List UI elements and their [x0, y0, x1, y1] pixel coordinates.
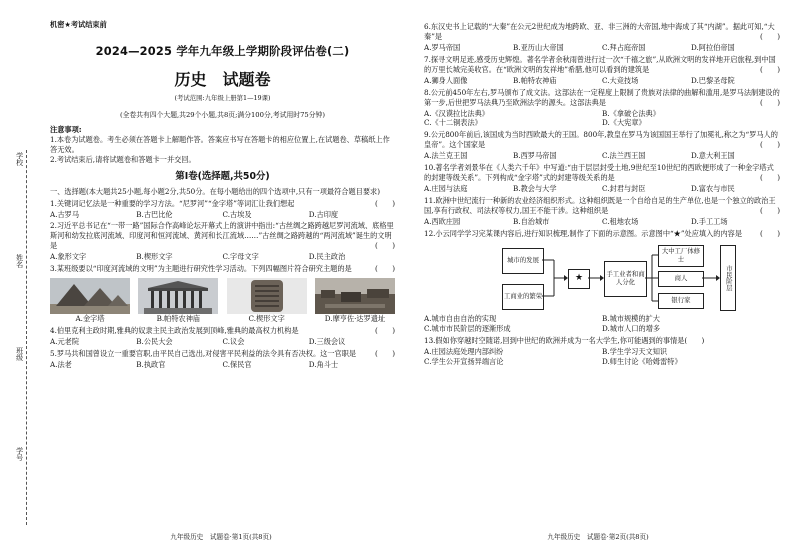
answer-paren: ( ) [760, 31, 780, 41]
box-star-blank: ★ [568, 269, 590, 289]
question-3 [50, 264, 395, 324]
answer-paren: ( ) [760, 64, 780, 74]
option: D.阿拉伯帝国 [691, 42, 735, 52]
binding-margin [0, 0, 44, 558]
question-2 [50, 221, 395, 262]
option: C.字母文字 [222, 252, 259, 262]
option: B.西罗马帝国 [513, 151, 557, 161]
exam-info: (全卷共有四个大题,共29个小题,共8页;满分100分,考试用时75分钟) [120, 110, 325, 119]
option: A.庄园法庭处理内部纠纷 [424, 346, 504, 356]
note-item: 1.本卷为试题卷。考生必须在答题卡上解题作答。答案应书写在答题卡的相应位置上,在试题卷、草稿纸上作答无效。 [50, 134, 390, 154]
option: B.城市规模的扩大 [602, 313, 660, 323]
question-stem: 3.某班级要以“印度河流域的文明”为主题进行研究性学习活动。下列四幅图片符合研究主题的是 [50, 264, 352, 274]
box-craftsmen: 大中工厂体修士 [658, 245, 704, 267]
option: D.手工工场 [691, 216, 728, 226]
section-title: 第Ⅰ卷(选择题,共50分) [175, 170, 270, 182]
left-content [50, 20, 395, 370]
question-13 [424, 336, 780, 367]
option: A.庄园与法庭 [424, 184, 468, 194]
option: C.保民官 [222, 359, 252, 369]
option: C.租地农场 [602, 216, 639, 226]
box-citizen-class: 市民阶层 [720, 245, 736, 311]
image-caption: C.楔形文字 [248, 314, 285, 324]
option: D.城市人口的增多 [602, 323, 661, 333]
option: C.议会 [222, 337, 245, 347]
option: A.法兰克王国 [424, 151, 468, 161]
question-12 [424, 229, 780, 334]
option: A.城市自由自治的实现 [424, 313, 497, 323]
question-1 [50, 199, 395, 220]
option: A.象形文字 [50, 252, 87, 262]
option: B.执政官 [136, 359, 166, 369]
image-option-d [315, 278, 395, 324]
option: D.富农与市民 [691, 184, 735, 194]
image-caption: B.帕特农神庙 [156, 314, 201, 324]
option: B.学生学习天文知识 [602, 346, 668, 356]
question-7 [424, 55, 780, 86]
concept-diagram [424, 243, 780, 313]
option: C.《十二铜表法》 [424, 118, 482, 128]
question-stem: 7.探寻文明足迹,感受历史辉煌。著名学者余秋雨曾进行过一次“千禧之旅”,从欧洲文明的发祥地开启旅程,到中国的万里长城完美收官。在“欧洲文明的发祥地”希腊,他可以看到的建筑是 [424, 54, 776, 74]
binding-line [26, 150, 27, 525]
question-stem: 8.公元前450年左右,罗马颁布了成文法。这部法在一定程度上限制了贵族对法律的曲解和滥用,是罗马法制建设的第一步,后世把罗马法典乃至欧洲法学的源头。这部法典是 [424, 87, 780, 107]
answer-paren: ( ) [375, 326, 395, 336]
parthenon-photo [138, 278, 218, 314]
question-stem: 13.假如你穿越时空随诺,回到中世纪的欧洲并成为一名大学生,你可能遇到的事情是( ) [424, 335, 705, 345]
binding-school-label: 学校 [15, 152, 24, 166]
exam-subject: 历史 试题卷 [174, 69, 271, 89]
box-bankers: 银行家 [658, 293, 704, 309]
answer-paren: ( ) [375, 198, 395, 208]
answer-paren: ( ) [375, 348, 395, 358]
question-6 [424, 22, 780, 53]
option: D.角斗士 [308, 359, 339, 369]
option: B.自治城市 [513, 216, 550, 226]
option: B.楔形文字 [136, 252, 173, 262]
exam-scope: (考试范围:九年级上册第1—19课) [174, 93, 271, 102]
right-content [424, 20, 780, 366]
answer-paren: ( ) [760, 228, 780, 238]
option: B.帕特农神庙 [513, 75, 557, 85]
option: A.《汉谟拉比法典》 [424, 108, 489, 118]
mohenjo-daro-photo [315, 278, 395, 314]
right-page [402, 0, 794, 558]
image-option-c [227, 278, 307, 324]
option: C.学生公开宣扬异端言论 [424, 356, 504, 366]
option: D.民主政治 [308, 252, 346, 262]
answer-paren: ( ) [760, 173, 780, 183]
answer-paren: ( ) [760, 205, 780, 215]
box-commerce: 工商业的繁荣 [502, 284, 544, 310]
confidential-mark: 机密★考试结束前 [50, 20, 107, 29]
question-stem: 6.东汉史书上记载的“大秦”在公元2世纪成为地跨欧、亚、非三洲的大帝国,地中海成了其“内湖”。据此可知,“大秦”是 [424, 22, 775, 41]
option: D.意大利王国 [691, 151, 735, 161]
notes-title: 注意事项: [50, 124, 82, 134]
question-5 [50, 349, 395, 370]
option: A.元老院 [50, 337, 80, 347]
answer-paren: ( ) [760, 97, 780, 107]
option: C.封君与封臣 [602, 184, 646, 194]
question-stem: 11.欧洲中世纪流行一种新的农业经济组织形式。这种组织既是一个自给自足的生产单位,也是一个独立的政治王国,享有行政权、司法权等权力,国王不能干涉。这种组织是 [424, 196, 776, 215]
image-caption: A.金字塔 [75, 314, 105, 324]
option: A.古罗马 [50, 209, 80, 219]
image-caption: D.摩亨佐·达罗遗址 [324, 314, 386, 324]
exam-title: 2024—2025 学年九年级上学期阶段评估卷(二) [95, 43, 350, 58]
option: B.教会与大学 [513, 184, 557, 194]
question-8 [424, 88, 780, 129]
cuneiform-tablet-photo [227, 278, 307, 314]
option: B.亚历山大帝国 [513, 42, 564, 52]
binding-name-label: 姓名 [15, 254, 24, 268]
answer-paren: ( ) [375, 241, 395, 251]
option: C.法兰西王国 [602, 151, 646, 161]
binding-class-label: 班级 [15, 347, 24, 361]
question-stem: 9.公元800年前后,该国成为当时西欧最大的王国。800年,教皇在罗马为该国国王举行了加冕礼,称之为“罗马人的皇帝”。这个国家是 [424, 130, 778, 150]
option: B.《拿破仑法典》 [602, 108, 660, 118]
option: B.古巴比伦 [136, 209, 173, 219]
question-stem: 1.关键词记忆法是一种重要的学习方法。“尼罗河”“金字塔”等词汇让我们想起 [50, 198, 295, 208]
option: A.罗马帝国 [424, 42, 461, 52]
question-stem: 2.习近平总书记在“一带一路”国际合作高峰论坛开幕式上的演讲中指出:“古丝绸之路跨越尼罗河流域、底格里斯河和幼发拉底河流域、印度河和恒河流域、黄河和长江流域……”古丝绸之路跨越的“两河流域”诞生的文明是 [50, 221, 394, 251]
option: D.师生讨论《哈姆雷特》 [602, 356, 682, 366]
binding-number-label: 学号 [15, 447, 24, 461]
box-artisans-merchants: 手工业者和商人分化 [604, 261, 647, 297]
option: C.古埃及 [222, 209, 252, 219]
question-stem: 4.伯里克利主政时期,雅典的奴隶主民主政治发展到顶峰,雅典的最高权力机构是 [50, 326, 299, 336]
option: C.大竞技场 [602, 75, 639, 85]
page-footer: 九年级历史 试题卷·第2页(共8页) [547, 533, 649, 541]
option: A.法老 [50, 359, 72, 369]
option: D.巴黎圣母院 [691, 75, 735, 85]
part-instructions: 一、选择题(本大题共25小题,每小题2分,共50分。在每小题给出的四个选项中,只有一项最符合题目要求) [50, 186, 381, 196]
option: B.公民大会 [136, 337, 173, 347]
question-10 [424, 163, 780, 194]
image-option-a [50, 278, 130, 324]
option: A.西欧庄园 [424, 216, 461, 226]
option: C.城市市民阶层的逐渐形成 [424, 323, 511, 333]
answer-paren: ( ) [760, 140, 780, 150]
option: C.拜占庭帝国 [602, 42, 646, 52]
answer-paren: ( ) [375, 264, 395, 274]
question-stem: 5.罗马共和国曾设立一重要官职,由平民自己选出,对侵害平民利益的法令具有否决权。这一官职是 [50, 348, 357, 358]
question-stem: 10.著名学者刘景华在《人类六千年》中写道:“由于层层封受土地,9世纪至10世纪的西欧便形成了一种金字塔式的封建等级关系”。下列构成“金字塔”式的封建等级关系的是 [424, 163, 774, 183]
page-footer: 九年级历史 试题卷·第1页(共8页) [170, 533, 272, 541]
question-4 [50, 326, 395, 347]
box-city-development: 城市的发展 [502, 248, 544, 274]
box-merchants: 商人 [658, 271, 704, 287]
option: D.《大宪章》 [602, 118, 646, 128]
option: A.狮身人面像 [424, 75, 468, 85]
question-stem: 12.小云同学学习完某课内容后,进行知识梳理,制作了下面的示意图。示意图中“★”处应填入的内容是 [424, 228, 743, 238]
note-item: 2.考试结束后,请将试题卷和答题卡一并交回。 [50, 154, 196, 164]
option: D.三级会议 [308, 337, 346, 347]
question-9 [424, 130, 780, 161]
pyramids-photo [50, 278, 130, 314]
image-option-b [138, 278, 218, 324]
question-11 [424, 196, 780, 227]
option: D.古印度 [308, 209, 339, 219]
